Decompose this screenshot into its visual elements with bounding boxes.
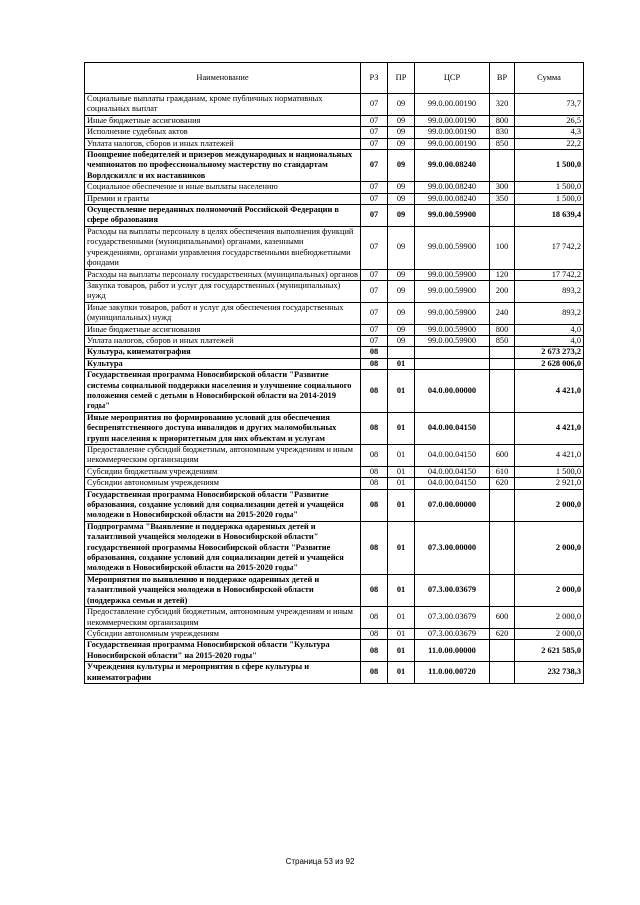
row-name: Иные мероприятия по формированию условий для обеспечения беспрепятственного доступа инвалидов и других маломобильных групп населения к приоритетным для них объектам и услугам <box>85 412 361 444</box>
row-rz: 07 <box>361 182 388 193</box>
row-rz: 08 <box>361 370 388 413</box>
row-rz: 08 <box>361 489 388 521</box>
row-rz: 08 <box>361 628 388 639</box>
table-row <box>85 269 584 280</box>
row-csr: 99.0.00.59900 <box>415 324 490 335</box>
row-csr: 11.0.00.00720 <box>415 662 490 684</box>
row-name: Исполнение судебных актов <box>85 127 361 138</box>
row-sum: 17 742,2 <box>515 226 584 269</box>
row-rz: 08 <box>361 478 388 489</box>
row-sum: 26,5 <box>515 115 584 126</box>
row-name: Расходы на выплаты персоналу государственных (муниципальных) органов <box>85 269 361 280</box>
row-csr: 07.0.00.00000 <box>415 489 490 521</box>
row-rz: 08 <box>361 347 388 358</box>
row-name: Поощрение победителей и призеров международных и национальных чемпионатов по профессиональному мастерству по стандартам Ворлдскиллс и их наставников <box>85 150 361 182</box>
row-vr <box>490 489 515 521</box>
row-vr: 200 <box>490 280 515 302</box>
row-name: Субсидии бюджетным учреждениям <box>85 466 361 477</box>
row-name: Мероприятия по выявлению и поддержке одаренных детей и талантливой учащейся молодежи в Новосибирской области (поддержка семьи и детей) <box>85 574 361 606</box>
row-csr: 04.0.00.04150 <box>415 412 490 444</box>
row-name: Субсидии автономным учреждениям <box>85 628 361 639</box>
row-rz: 08 <box>361 445 388 467</box>
row-pr: 09 <box>388 269 415 280</box>
row-vr <box>490 370 515 413</box>
row-vr: 800 <box>490 324 515 335</box>
row-vr: 620 <box>490 628 515 639</box>
row-sum: 1 500,0 <box>515 193 584 204</box>
table-header-row <box>85 63 584 94</box>
row-sum: 2 621 585,0 <box>515 640 584 662</box>
row-name: Иные закупки товаров, работ и услуг для обеспечения государственных (муниципальных) нужд <box>85 302 361 324</box>
row-name: Государственная программа Новосибирской области "Развитие образования, создание условий для социализации детей и учащейся молодежи в Новосибирской области на 2015-2020 годы" <box>85 489 361 521</box>
row-vr: 120 <box>490 269 515 280</box>
row-name: Осуществление переданных полномочий Российской Федерации в сфере образования <box>85 205 361 227</box>
row-rz: 07 <box>361 115 388 126</box>
row-pr: 01 <box>388 370 415 413</box>
row-vr: 350 <box>490 193 515 204</box>
row-sum: 2 628 006,0 <box>515 358 584 369</box>
row-vr: 850 <box>490 138 515 149</box>
row-sum: 18 639,4 <box>515 205 584 227</box>
row-pr: 09 <box>388 193 415 204</box>
table-row <box>85 127 584 138</box>
row-vr <box>490 150 515 182</box>
row-pr: 01 <box>388 628 415 639</box>
row-vr <box>490 574 515 606</box>
row-csr: 04.0.00.04150 <box>415 466 490 477</box>
row-pr: 09 <box>388 127 415 138</box>
row-pr: 01 <box>388 574 415 606</box>
row-name: Культура <box>85 358 361 369</box>
table-row <box>85 280 584 302</box>
row-csr: 99.0.00.59900 <box>415 280 490 302</box>
row-csr: 99.0.00.00190 <box>415 94 490 116</box>
row-csr: 04.0.00.00000 <box>415 370 490 413</box>
row-sum: 2 921,0 <box>515 478 584 489</box>
row-sum: 4,3 <box>515 127 584 138</box>
row-csr: 11.0.00.00000 <box>415 640 490 662</box>
row-vr: 600 <box>490 445 515 467</box>
row-sum: 22,2 <box>515 138 584 149</box>
row-pr: 01 <box>388 412 415 444</box>
row-sum: 2 000,0 <box>515 521 584 574</box>
row-vr: 800 <box>490 115 515 126</box>
row-csr: 99.0.00.00190 <box>415 138 490 149</box>
table-row <box>85 521 584 574</box>
row-pr: 01 <box>388 466 415 477</box>
row-rz: 08 <box>361 358 388 369</box>
table-row <box>85 138 584 149</box>
row-csr: 99.0.00.00190 <box>415 115 490 126</box>
row-rz: 07 <box>361 94 388 116</box>
row-vr: 610 <box>490 466 515 477</box>
row-name: Учреждения культуры и мероприятия в сфере культуры и кинематографии <box>85 662 361 684</box>
row-rz: 07 <box>361 150 388 182</box>
row-sum: 2 000,0 <box>515 574 584 606</box>
table-row <box>85 115 584 126</box>
table-row <box>85 662 584 684</box>
row-name: Субсидии автономным учреждениям <box>85 478 361 489</box>
table-row <box>85 335 584 346</box>
row-rz: 08 <box>361 466 388 477</box>
row-name: Предоставление субсидий бюджетным, автономным учреждениям и иным некоммерческим организациям <box>85 445 361 467</box>
row-pr: 09 <box>388 182 415 193</box>
row-vr: 600 <box>490 607 515 629</box>
row-pr: 09 <box>388 115 415 126</box>
table-row <box>85 182 584 193</box>
row-sum: 1 500,0 <box>515 466 584 477</box>
row-pr: 01 <box>388 478 415 489</box>
row-pr: 09 <box>388 280 415 302</box>
table-row <box>85 358 584 369</box>
row-vr: 240 <box>490 302 515 324</box>
row-vr <box>490 358 515 369</box>
budget-table <box>84 62 584 684</box>
row-sum: 4,0 <box>515 324 584 335</box>
row-pr: 09 <box>388 226 415 269</box>
row-pr: 09 <box>388 150 415 182</box>
row-name: Социальное обеспечение и иные выплаты населению <box>85 182 361 193</box>
table-body <box>85 94 584 684</box>
row-rz: 07 <box>361 205 388 227</box>
row-sum: 2 000,0 <box>515 607 584 629</box>
row-sum: 4 421,0 <box>515 445 584 467</box>
row-csr: 99.0.00.59900 <box>415 302 490 324</box>
row-vr: 300 <box>490 182 515 193</box>
header-vr: ВР <box>490 63 515 94</box>
row-sum: 4,0 <box>515 335 584 346</box>
row-name: Подпрограмма "Выявление и поддержка одаренных детей и талантливой учащейся молодежи в Новосибирской области" государственной программы Новосибирской области "Развитие образования, создание условий для социализации детей и учащейся молодежи в Новосибирской области на 2015-2020 годы" <box>85 521 361 574</box>
table-row <box>85 445 584 467</box>
row-rz: 07 <box>361 138 388 149</box>
row-csr: 99.0.00.59900 <box>415 269 490 280</box>
table-row <box>85 94 584 116</box>
row-sum: 4 421,0 <box>515 370 584 413</box>
row-rz: 08 <box>361 640 388 662</box>
row-vr <box>490 205 515 227</box>
row-csr: 99.0.00.08240 <box>415 150 490 182</box>
table-row <box>85 640 584 662</box>
row-name: Предоставление субсидий бюджетным, автономным учреждениям и иным некоммерческим организациям <box>85 607 361 629</box>
row-pr <box>388 347 415 358</box>
row-sum: 2 000,0 <box>515 628 584 639</box>
table-row <box>85 205 584 227</box>
page-number: Страница 53 из 92 <box>285 857 355 866</box>
row-rz: 07 <box>361 280 388 302</box>
row-vr: 620 <box>490 478 515 489</box>
row-csr: 99.0.00.08240 <box>415 182 490 193</box>
row-pr: 01 <box>388 489 415 521</box>
table-row <box>85 150 584 182</box>
row-sum: 2 000,0 <box>515 489 584 521</box>
row-name: Государственная программа Новосибирской области "Культура Новосибирской области" на 2015-2020 годы" <box>85 640 361 662</box>
row-sum: 2 673 273,2 <box>515 347 584 358</box>
row-csr: 04.0.00.04150 <box>415 478 490 489</box>
table-row <box>85 193 584 204</box>
row-name: Уплата налогов, сборов и иных платежей <box>85 138 361 149</box>
row-pr: 09 <box>388 324 415 335</box>
row-pr: 09 <box>388 205 415 227</box>
header-rz: РЗ <box>361 63 388 94</box>
row-csr: 99.0.00.59900 <box>415 335 490 346</box>
row-name: Иные бюджетные ассигнования <box>85 115 361 126</box>
header-sum: Сумма <box>515 63 584 94</box>
row-name: Государственная программа Новосибирской области "Развитие системы социальной поддержки населения и улучшение социального положения семей с детьми в Новосибирской области на 2014-2019 годы" <box>85 370 361 413</box>
table-row <box>85 347 584 358</box>
row-pr: 09 <box>388 302 415 324</box>
table-row <box>85 370 584 413</box>
row-rz: 07 <box>361 269 388 280</box>
row-csr: 99.0.00.59900 <box>415 226 490 269</box>
row-sum: 232 738,3 <box>515 662 584 684</box>
row-rz: 08 <box>361 521 388 574</box>
table-row <box>85 607 584 629</box>
row-sum: 893,2 <box>515 280 584 302</box>
row-pr: 01 <box>388 358 415 369</box>
row-pr: 01 <box>388 662 415 684</box>
row-name: Премии и гранты <box>85 193 361 204</box>
header-name: Наименование <box>85 63 361 94</box>
row-rz: 07 <box>361 302 388 324</box>
row-vr <box>490 521 515 574</box>
row-rz: 08 <box>361 662 388 684</box>
row-vr <box>490 640 515 662</box>
row-csr: 07.3.00.03679 <box>415 607 490 629</box>
row-csr: 04.0.00.04150 <box>415 445 490 467</box>
row-rz: 07 <box>361 193 388 204</box>
row-name: Иные бюджетные ассигнования <box>85 324 361 335</box>
row-pr: 09 <box>388 94 415 116</box>
row-pr: 01 <box>388 445 415 467</box>
row-rz: 07 <box>361 335 388 346</box>
row-name: Уплата налогов, сборов и иных платежей <box>85 335 361 346</box>
table-row <box>85 466 584 477</box>
row-name: Закупка товаров, работ и услуг для государственных (муниципальных) нужд <box>85 280 361 302</box>
row-sum: 893,2 <box>515 302 584 324</box>
row-csr: 07.3.00.00000 <box>415 521 490 574</box>
row-csr <box>415 347 490 358</box>
row-vr: 850 <box>490 335 515 346</box>
row-rz: 07 <box>361 127 388 138</box>
row-pr: 09 <box>388 335 415 346</box>
row-name: Социальные выплаты гражданам, кроме публичных нормативных социальных выплат <box>85 94 361 116</box>
row-csr <box>415 358 490 369</box>
row-vr <box>490 347 515 358</box>
row-pr: 01 <box>388 640 415 662</box>
table-row <box>85 302 584 324</box>
row-name: Расходы на выплаты персоналу в целях обеспечения выполнения функций государственными (муниципальными) органами, казенными учреждениями, органами управления государственными внебюджетными фондами <box>85 226 361 269</box>
row-csr: 07.3.00.03679 <box>415 628 490 639</box>
row-rz: 08 <box>361 574 388 606</box>
row-sum: 1 500,0 <box>515 150 584 182</box>
header-csr: ЦСР <box>415 63 490 94</box>
row-csr: 99.0.00.59900 <box>415 205 490 227</box>
row-csr: 99.0.00.00190 <box>415 127 490 138</box>
row-rz: 07 <box>361 324 388 335</box>
row-csr: 99.0.00.08240 <box>415 193 490 204</box>
table-row <box>85 412 584 444</box>
header-pr: ПР <box>388 63 415 94</box>
row-csr: 07.3.00.03679 <box>415 574 490 606</box>
table-row <box>85 628 584 639</box>
row-vr <box>490 662 515 684</box>
row-sum: 17 742,2 <box>515 269 584 280</box>
row-vr: 830 <box>490 127 515 138</box>
row-rz: 08 <box>361 607 388 629</box>
row-pr: 01 <box>388 521 415 574</box>
row-sum: 1 500,0 <box>515 182 584 193</box>
row-name: Культура, кинематография <box>85 347 361 358</box>
table-row <box>85 226 584 269</box>
table-row <box>85 478 584 489</box>
row-vr <box>490 412 515 444</box>
row-rz: 08 <box>361 412 388 444</box>
row-sum: 4 421,0 <box>515 412 584 444</box>
table-row <box>85 489 584 521</box>
row-vr: 320 <box>490 94 515 116</box>
row-sum: 73,7 <box>515 94 584 116</box>
row-pr: 01 <box>388 607 415 629</box>
row-vr: 100 <box>490 226 515 269</box>
table-row <box>85 574 584 606</box>
row-pr: 09 <box>388 138 415 149</box>
row-rz: 07 <box>361 226 388 269</box>
table-row <box>85 324 584 335</box>
